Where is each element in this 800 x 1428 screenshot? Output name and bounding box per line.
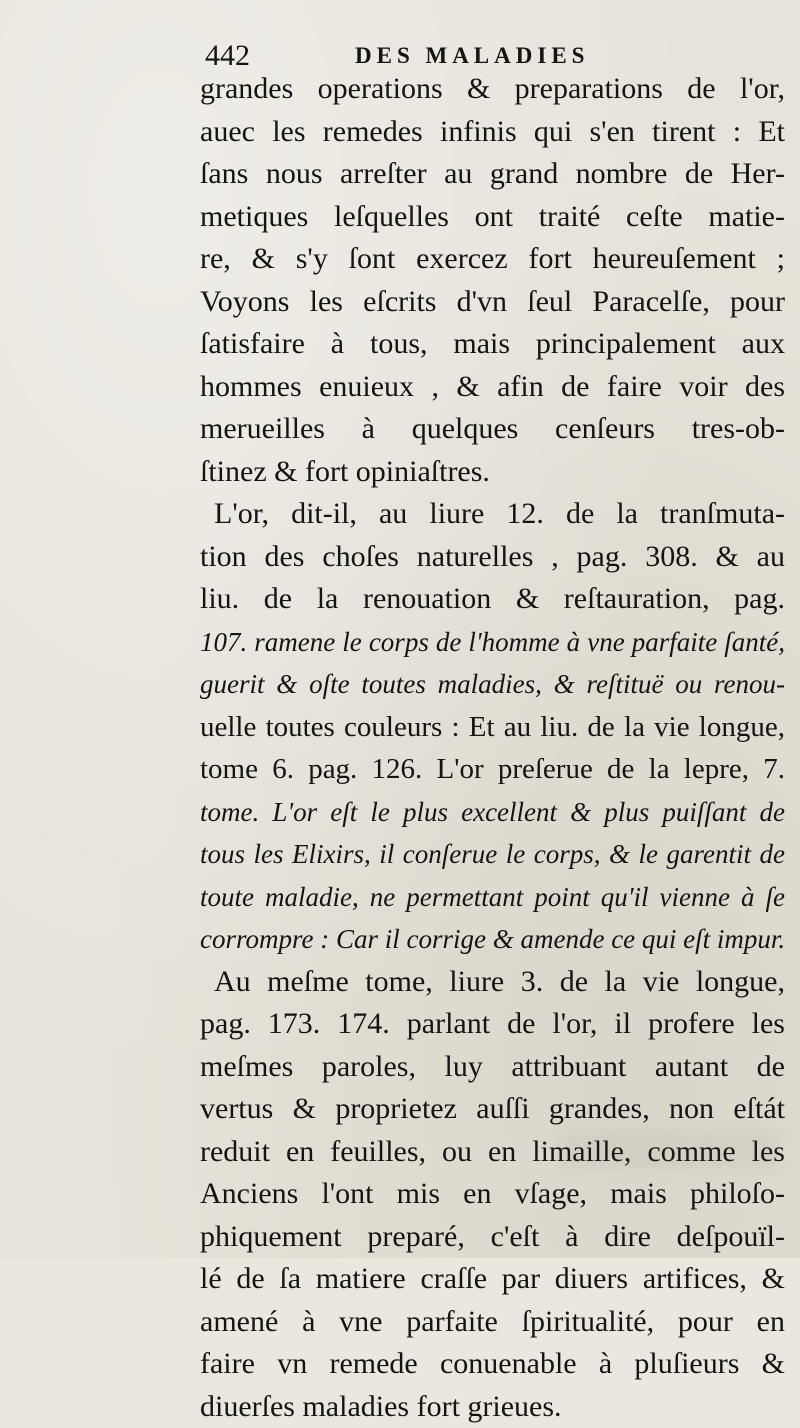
italic-line: toute maladie, ne permettant point qu'il vienne à ſe [200,876,785,919]
text-line: merueilles à quelques cenſeurs tres-ob- [200,408,785,451]
italic-line: tous les Elixirs, il conſerue le corps, & le garentit de [200,833,785,876]
text-line: faire vn remede conuenable à pluſieurs & [200,1343,785,1386]
page-number: 442 [205,36,250,76]
text-line: phiquement preparé, c'eſt à dire deſpouïl- [200,1216,785,1259]
text-line: ſatisfaire à tous, mais principalement aux [200,323,785,366]
text-line: pag. 173. 174. parlant de l'or, il profere les [200,1003,785,1046]
running-title: DES MALADIES [355,38,589,74]
text-line: ſtinez & fort opiniaſtres. [200,451,785,494]
text-line: Anciens l'ont mis en vſage, mais philoſo- [200,1173,785,1216]
text-line: L'or, dit-il, au liure 12. de la tranſmuta- [200,493,785,536]
text-line: lé de ſa matiere craſſe par diuers artifices, & [200,1258,785,1301]
text-line: amené à vne parfaite ſpiritualité, pour en [200,1301,785,1344]
text-line: hommes enuieux , & afin de faire voir des [200,366,785,409]
text-line: uelle toutes couleurs : Et au liu. de la vie longue, [200,706,785,749]
text-line: meſmes paroles, luy attribuant autant de [200,1046,785,1089]
text-line: metiques leſquelles ont traité ceſte matie- [200,196,785,239]
text-line: auec les remedes infinis qui s'en tirent : Et [200,111,785,154]
text-line: vertus & proprietez auſſi grandes, non eſtát [200,1088,785,1131]
text-line: liu. de la renouation & reſtauration, pag. [200,578,785,621]
text-line: diuerſes maladies fort grieues. [200,1386,785,1428]
italic-line: tome. L'or eſt le plus excellent & plus puiſſant de [200,791,785,834]
text-line: Au meſme tome, liure 3. de la vie longue, [200,961,785,1004]
text-line: Voyons les eſcrits d'vn ſeul Paracelſe, pour [200,281,785,324]
text-line: ſans nous arreſter au grand nombre de Her- [200,153,785,196]
text-line: reduit en feuilles, ou en limaille, comme les [200,1131,785,1174]
italic-line: guerit & oſte toutes maladies, & reſtituë ou renou- [200,663,785,706]
text-line: re, & s'y ſont exercez fort heureuſement ; [200,238,785,281]
text-line: tome 6. pag. 126. L'or preſerue de la lepre, 7. [200,748,785,791]
text-line: grandes operations & preparations de l'or, [200,68,785,111]
body-text [200,68,785,1428]
italic-line: corrompre : Car il corrige & amende ce qui eſt impur. [200,918,785,961]
text-line: tion des choſes naturelles , pag. 308. & au [200,536,785,579]
italic-line: 107. ramene le corps de l'homme à vne parfaite ſanté, [200,621,785,664]
